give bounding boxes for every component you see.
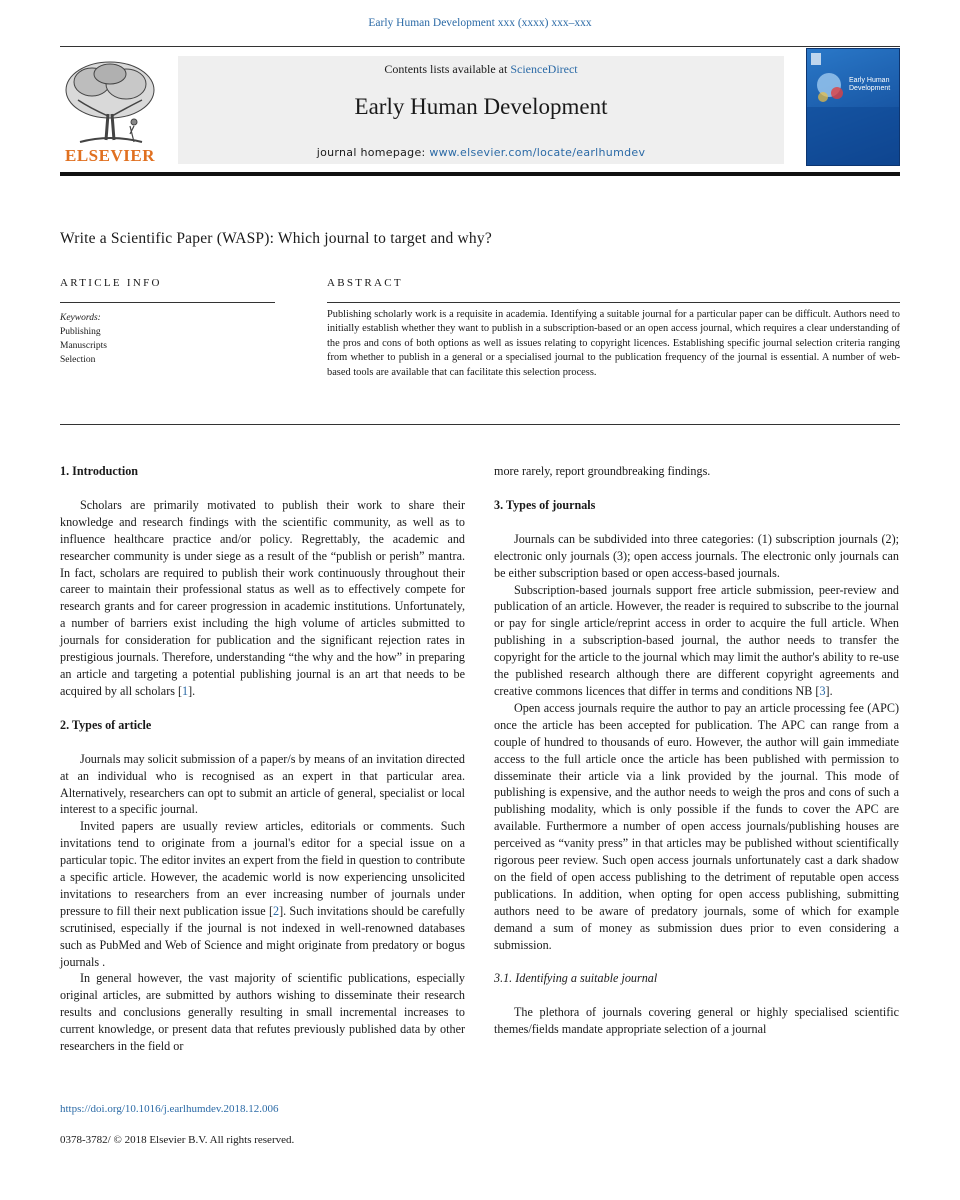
homepage-link[interactable]: www.elsevier.com/locate/earlhumdev [429, 146, 646, 159]
keyword-item: Manuscripts [60, 341, 107, 351]
article-info-rule [60, 302, 275, 303]
contents-line [178, 62, 784, 77]
homepage-prefix: journal homepage: [316, 146, 426, 159]
journal-name: Early Human Development [354, 94, 608, 119]
s1-text-a: Scholars are primarily motivated to publish their work to share their knowledge and research findings with the scientific community, as well as to influence healthcare practice and/or policy. Regrettably, the academic and researcher community is under siege as a result of the “publish or perish” mantra. In fact, scholars are required to publish their work continuously throughout their career to maintain their professional status as well as to effectively compete for research grants and for career progression in academic institutions. Unfortunately, a number of barriers exist including the high volume of articles submitted to journals for consideration for publication and the significant rejection rates in prestigious journals. Therefore, understanding “the why and the how” in preparing an article and targeting a potential publishing journal is an art that needs to be acquired by all scholars [ [60, 497, 465, 698]
section-3-paragraph-2 [494, 582, 899, 700]
contents-prefix: Contents lists available at [384, 62, 508, 76]
section-3-1-paragraph: The plethora of journals covering general or highly specialised scientific themes/fields mandate appropriate selection of a journal [494, 1005, 899, 1037]
abstract-rule [327, 302, 900, 303]
journal-banner [178, 56, 784, 164]
abstract-bottom-rule [60, 424, 900, 425]
section-2-paragraph-1: Journals may solicit submission of a paper/s by means of an invitation directed at an individual who is recognised as an expert in that particular area. Alternatively, researchers can opt to submit an article of general, specialist or local interest to a specific journal. [60, 751, 465, 817]
s1-text-b: ]. [188, 683, 196, 698]
section-3-1-heading: 3.1. Identifying a suitable journal [494, 971, 658, 986]
cover-art [807, 49, 899, 165]
keyword-item: Publishing [60, 327, 101, 337]
keyword-item: Selection [60, 355, 96, 365]
header-thick-rule [60, 172, 900, 176]
section-1-paragraph [60, 497, 465, 700]
ref-link-3[interactable]: 3 [819, 683, 826, 698]
keywords-block [60, 311, 275, 367]
section-2-paragraph-2 [60, 818, 465, 970]
ref-link-2[interactable]: 2 [273, 903, 280, 918]
s3-text-b: ]. [825, 683, 833, 698]
left-column [60, 463, 465, 1055]
homepage-line [178, 146, 784, 159]
section-1-heading: 1. Introduction [60, 464, 139, 478]
header-top-rule [60, 46, 900, 47]
sciencedirect-link[interactable]: ScienceDirect [510, 62, 578, 76]
continued-paragraph: more rarely, report groundbreaking findings. [494, 464, 711, 478]
cover-title: Early Human Development [849, 77, 891, 92]
keywords-label: Keywords: [60, 313, 101, 323]
s3-text-a: Subscription-based journals support free article submission, peer-review and publication of an article. However, the reader is required to subscribe to the journal or pay for single article/reprint access in order to acquire the full article. When publishing in a subscription-based journal, the author needs to transfer the copyright for the article to the journal which may limit the author's ability to re-use the published research although there are different copyright agreements and creative commons licences that differ in terms and conditions NB [ [494, 582, 899, 698]
abstract-text: Publishing scholarly work is a requisite in academia. Identifying a suitable journal for a particular paper can be difficult. Authors need to initially establish whether they want to publish in a subscription-based or an open access journal, which requires a clear understanding of the pros and cons of both options as well as issues relating to copyright licences. Establishing specific journal selection criteria ranging from whether to publish in a general or a specialised journal to the publication frequency of the journal is essential. A number of web-based tools are available that can facilitate this selection process. [327, 309, 900, 378]
section-3-heading: 3. Types of journals [494, 497, 596, 512]
article-info-heading: ARTICLE INFO [60, 277, 162, 289]
section-2-heading: 2. Types of article [60, 717, 152, 732]
article-title: Write a Scientific Paper (WASP): Which journal to target and why? [60, 230, 492, 247]
section-3-paragraph-1: Journals can be subdivided into three categories: (1) subscription journals (2); electronic only journals (3); open access journals. The electronic only journals can be either subscription based or open access-based journals. [494, 531, 899, 580]
right-column [494, 463, 899, 1038]
s2-text-a: Invited papers are usually review articles, editorials or comments. Such invitations tend to originate from a journal's editor for a special issue on a particular topic. The editor invites an expert from the field in question to contribute a specific article. However, the academic world is now experiencing unsolicited invitations to researchers from an ever increasing number of journals under pressure to fill their next publication issue [ [60, 819, 465, 918]
abstract-heading: ABSTRACT [327, 277, 403, 289]
ref-link-1[interactable]: 1 [182, 683, 189, 698]
doi-link[interactable]: https://doi.org/10.1016/j.earlhumdev.2018.12.006 [60, 1103, 279, 1115]
section-3-paragraph-3: Open access journals require the author to pay an article processing fee (APC) once the article has been accepted for publication. The APC can range from a couple of hundred to thousands of euro. However, the author will gain immediate access to the full article once the article has been published with permission to disseminate their article via a link provided by the journal. This mode of publishing is expensive, and the author needs to weigh the pros and cons of such a publishing modality, which is only possible if the funds to cover the APC are available. Furthermore a number of open access journals/publishing houses are perceived as “vanity press” in that articles may be published without scientifically rigorous peer review. Such open access journals unfortunately cast a dark shadow on the field of open access publishing to the detriment of reputable open access publications. In addition, when opting for open access publishing, submitting authors need to be aware of predatory journals, some of which for example demand a sum of money as submission dues prior to even considering a submission. [494, 700, 899, 952]
running-head[interactable]: Early Human Development xxx (xxxx) xxx–xxx [368, 17, 592, 29]
copyright-notice: 0378-3782/ © 2018 Elsevier B.V. All rights reserved. [60, 1134, 295, 1146]
section-2-paragraph-3: In general however, the vast majority of scientific publications, especially original articles, are submitted by authors wishing to disseminate their research results and conclusions generally resulting in small incremental increases to current knowledge, or present data that refutes previously published data by other researchers in the field or [60, 971, 465, 1054]
s2-text-b: ]. Such invitations should be carefully scrutinised, especially if the journal is not indexed in well-renowned databases such as PubMed and Web of Science and might originate from predatory or bogus journals . [60, 903, 465, 969]
journal-cover-thumbnail[interactable] [806, 48, 900, 166]
elsevier-wordmark: ELSEVIER [65, 146, 155, 165]
